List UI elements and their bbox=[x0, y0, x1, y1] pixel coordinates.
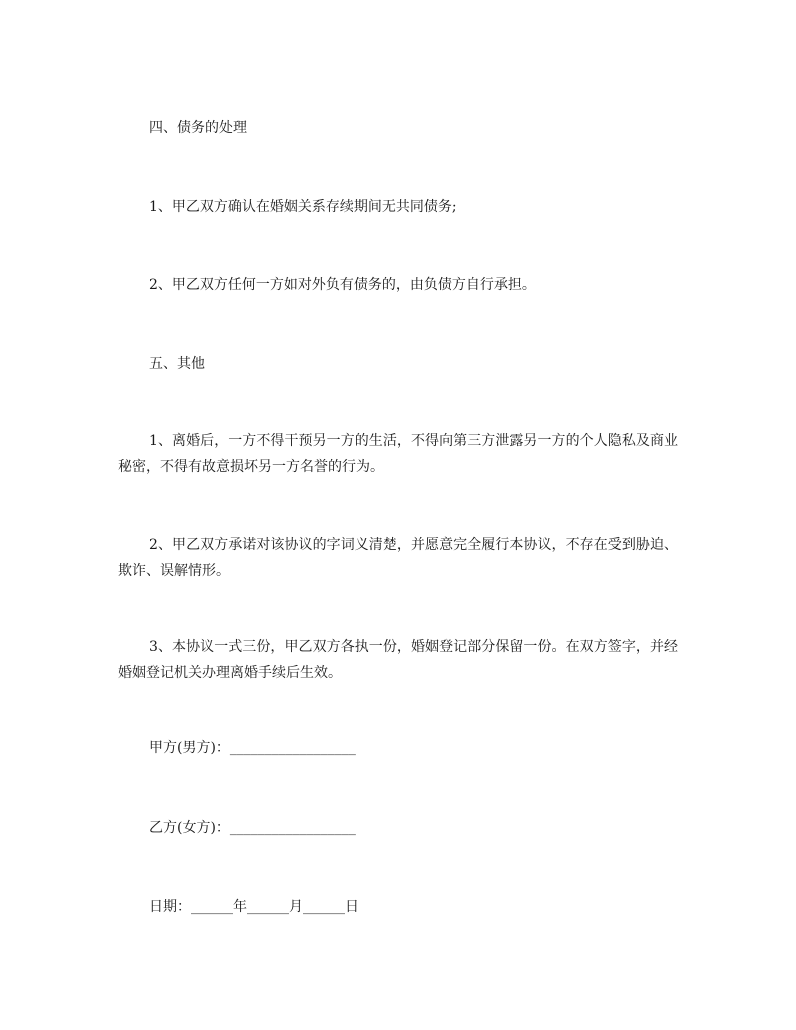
section-four-heading: 四、债务的处理 bbox=[149, 120, 247, 136]
party-a-signature-line: 甲方(男方)：__________________ bbox=[149, 740, 356, 756]
section-five-item-3: 3、本协议一式三份，甲乙双方各执一份，婚姻登记部分保留一份。在双方签字，并经婚姻登记机关办理离婚手续后生效。 bbox=[118, 639, 678, 681]
party-b-signature-line: 乙方(女方)：__________________ bbox=[149, 820, 356, 836]
date-line: 日期：______年______月______日 bbox=[149, 899, 359, 915]
section-five-item-2: 2、甲乙双方承诺对该协议的字词义清楚，并愿意完全履行本协议，不存在受到胁迫、欺诈、误解情形。 bbox=[118, 537, 678, 579]
section-five-item-1: 1、离婚后，一方不得干预另一方的生活，不得向第三方泄露另一方的个人隐私及商业秘密，不得有故意损坏另一方名誉的行为。 bbox=[118, 433, 678, 475]
section-four-item-2: 2、甲乙双方任何一方如对外负有债务的，由负债方自行承担。 bbox=[149, 277, 536, 293]
section-four-item-1: 1、甲乙双方确认在婚姻关系存续期间无共同债务; bbox=[149, 199, 457, 215]
section-five-heading: 五、其他 bbox=[149, 356, 205, 372]
